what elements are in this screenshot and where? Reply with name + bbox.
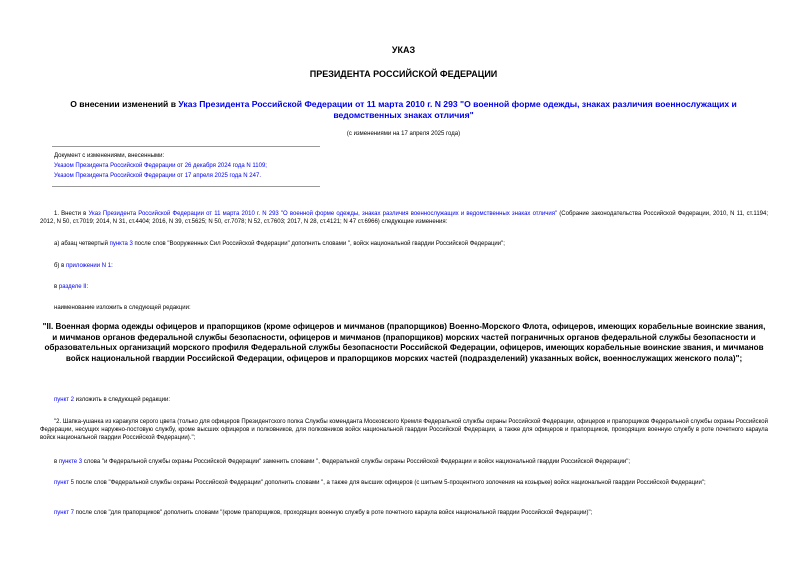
paragraph-punkt5: пункт 5 после слов "Федеральной службы охраны Российской Федерации" дополнить словами ", а также для высших офицеров (с шитьем 5-процентного золочения на козырьке) войск национальной гвардии Российской Федерации"; <box>54 480 706 486</box>
punkt-3-ref-link[interactable]: пункте 3 <box>58 459 83 465</box>
paragraph-punkt2: пункт 2 изложить в следующей редакции: <box>54 397 171 403</box>
doc-subject-prefix: О внесении изменений в <box>70 99 179 109</box>
changes-bottom-divider <box>52 186 320 187</box>
punkt-3-link[interactable]: пункта 3 <box>109 241 133 247</box>
paragraph-naimen: наименование изложить в следующей редакции: <box>54 305 191 311</box>
paragraph-a: а) абзац четвертый пункта 3 после слов "Вооруженных Сил Российской Федерации" дополнить словами ", войск национальной гвардии Российской Федерации"; <box>54 241 505 247</box>
doc-issuer-title: ПРЕЗИДЕНТА РОССИЙСКОЙ ФЕДЕРАЦИИ <box>309 69 498 79</box>
change-link-247[interactable]: Указом Президента Российской Федерации от 17 апреля 2025 года N 247. <box>54 173 261 179</box>
punkt-5-link[interactable]: пункт 5 <box>54 480 75 486</box>
changes-label: Документ с изменениями, внесенными: <box>54 153 165 159</box>
paragraph-razdel: в разделе II: <box>54 284 89 290</box>
paragraph-punkt7: пункт 7 после слов "для прапорщиков" дополнить словами "(кроме прапорщиков, проходящих военную службу в роте почетного караула войск национальной гвардии Российской Федерации)"; <box>54 510 593 516</box>
paragraph-quote-2: "2. Шапка-ушанка из каракуля серого цвета (только для офицеров Президентского полка Службы коменданта Московского Кремля Федеральной службы охраны Российской Федерации, офицеров и прапорщиков Федеральной службы охраны Российской Федерации, несущих наружно-постовую службу, кроме высших офицеров и полковников, для полковников войск национальной гвардии Российской Федерации, а также для офицеров и прапорщиков, проходящих военную службу в роте почетного караула войск национальной гвардии Российской Федерации)."; <box>40 419 768 442</box>
section-2-link[interactable]: разделе II <box>58 284 87 290</box>
revision-state-note: (с изменениями на 17 апреля 2025 года) <box>346 131 461 137</box>
doc-type-title: УКАЗ <box>391 45 416 55</box>
paragraph-1: 1. Внести в Указ Президента Российской Федерации от 11 марта 2010 г. N 293 "О военной форме одежды, знаках различия военнослужащих и ведомственных знаках отличия" (Собрание законодательства Российской Федерации, 2010, N 11, ст.1194; 2012, N 50, ст.7019; 2014, N 31, ст.4404; 2016, N 39, ст.5625; N 50, ст.7078; N 52, ст.7603; 2017, N 28, ст.4121; N 47 ст.6966) следующие изменения: <box>40 211 768 226</box>
decree-293-inline-link[interactable]: Указ Президента Российской Федерации от 11 марта 2010 г. N 293 "О военной форме одежды, знаках различия военнослужащих и ведомственных знаках отличия" <box>88 211 558 217</box>
appendix-1-link[interactable]: приложении N 1 <box>65 263 112 269</box>
doc-subject-title <box>50 99 757 121</box>
punkt-7-link[interactable]: пункт 7 <box>54 510 75 516</box>
paragraph-b: б) в приложении N 1: <box>54 263 113 269</box>
changes-top-divider <box>52 146 320 147</box>
paragraph-punkt3: в пункте 3 слова "и Федеральной службы охраны Российской Федерации" заменить словами ", Федеральной службы охраны Российской Федерации и войск национальной гвардии Российской Федерации"; <box>54 459 631 465</box>
change-link-1109[interactable]: Указом Президента Российской Федерации от 26 декабря 2024 года N 1109; <box>54 163 267 169</box>
punkt-2-link[interactable]: пункт 2 <box>54 397 75 403</box>
changes-block <box>54 151 267 181</box>
section-2-heading: "II. Военная форма одежды офицеров и прапорщиков (кроме офицеров и мичманов (прапорщиков) Военно-Морского Флота, офицеров, имеющих корабельные воинские звания, и мичманов органов федеральной службы безопасности, офицеров и мичманов (прапорщиков) морских частей пограничных органов федеральной службы безопасности и образовательных организаций морского профиля Федеральной службы безопасности Российской Федерации, офицеров, имеющих корабельные воинские звания, и мичманов войск национальной гвардии Российской Федерации, офицеров и прапорщиков морских частей (подразделений) указанных войск, военнослужащих женского пола)"; <box>42 322 766 364</box>
decree-293-link[interactable]: Указ Президента Российской Федерации от 11 марта 2010 г. N 293 "О военной форме одежды, знаках различия военнослужащих и ведомственных знаках отличия" <box>178 99 737 120</box>
